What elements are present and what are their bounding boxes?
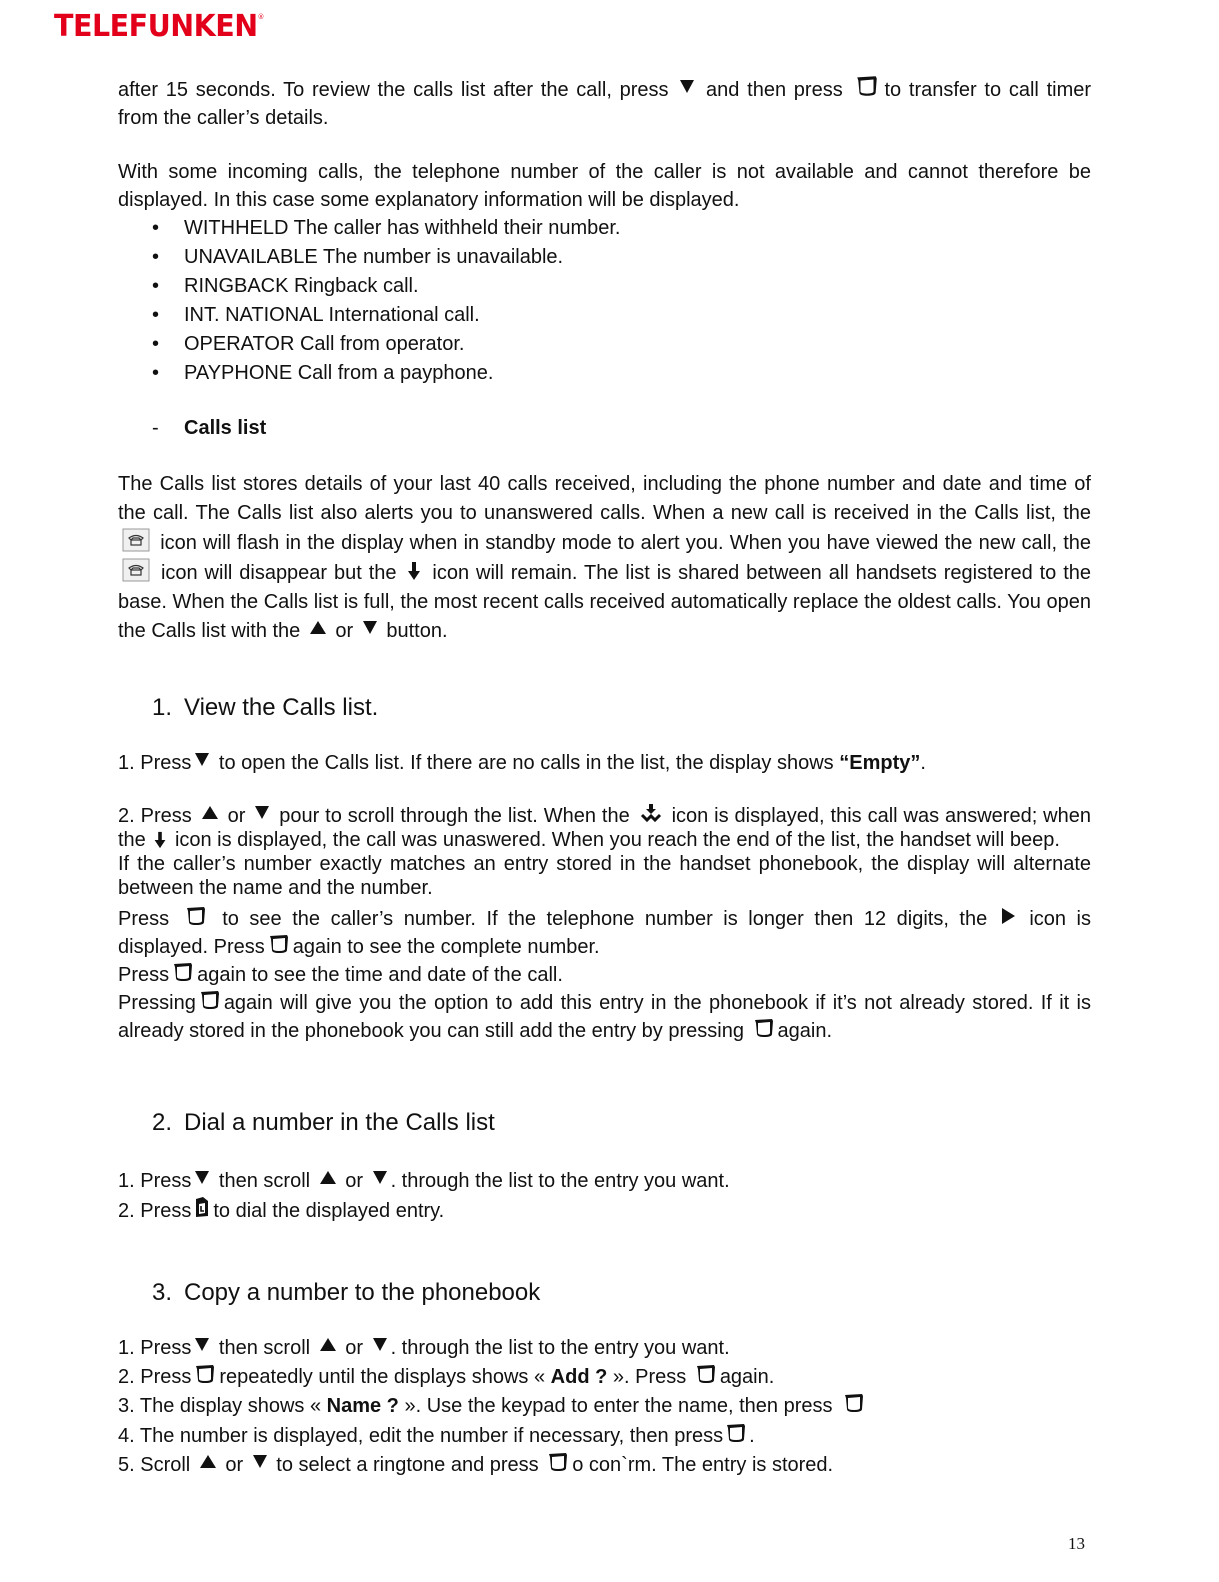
menu-key-icon [842,1391,866,1415]
new-call-icon [122,558,150,582]
list-item: • UNAVAILABLE The number is unavailable. [152,243,1091,272]
menu-key-icon [694,1362,718,1386]
calls-list-paragraph: The Calls list stores details of your last 40 calls received, including the phone number and date and time of the call. The Calls list also alerts you to unanswered calls. When a new call is received in the Calls list, the icon will flash in the display when in standby mode to alert you. When you have viewed the new call, the icon will disappear but the icon will remain. The list is shared between all handsets registered to the base. When the Calls list is full, the most recent calls received automatically replace the oldest calls. You open the Calls list with the or button. [118,473,1092,642]
up-arrow-icon [310,621,326,634]
page-number: 13 [1068,1534,1085,1553]
intro-paragraph-1: after 15 seconds. To review the calls list after the call, press and then press to transfer to call timer from the caller’s details. [118,73,1091,132]
menu-key-icon [171,960,195,984]
section-2-title: 2. Dial a number in the Calls list [152,1109,495,1136]
section-1-step-5: Pressing again will give you the option to add this entry in the phonebook if it’s not already stored. If it is already stored in the phonebook you can still add the entry by pressing again. [118,988,1091,1044]
more-digits-icon [1002,908,1015,924]
section-3-title: 3. Copy a number to the phonebook [152,1279,541,1306]
section-2-step-1: 1. Press then scroll or . through the list to the entry you want. [118,1170,730,1192]
list-item: • OPERATOR Call from operator. [152,330,1091,359]
down-arrow-icon [373,1171,387,1184]
menu-key-icon [724,1421,748,1445]
down-arrow-icon [195,753,209,766]
menu-key-icon [193,1362,217,1386]
list-item: • INT. NATIONAL International call. [152,301,1091,330]
section-3-step-5: 5. Scroll or to select a ringtone and press o con`rm. The entry is stored. [118,1450,1091,1480]
section-2-step-2: 2. Press to dial the displayed entry. [118,1196,1091,1226]
caller-info-list [118,214,1091,388]
section-1-step-4: Press again to see the time and date of the call. [118,960,1091,988]
section-3-step-4: 4. The number is displayed, edit the number if necessary, then press . [118,1421,1091,1450]
down-arrow-icon [253,1455,267,1468]
section-1-step-3: Press to see the caller’s number. If the telephone number is longer then 12 digits, the icon is displayed. Press again to see the complete number. [118,904,1091,960]
section-1-title: 1. View the Calls list. [152,694,379,721]
up-arrow-icon [320,1171,336,1184]
menu-key-icon [854,73,880,99]
section-3-step-3: 3. The display shows « Name ? ». Use the keypad to enter the name, then press [118,1391,1091,1421]
list-item: • RINGBACK Ringback call. [152,272,1091,301]
down-arrow-icon [255,806,269,819]
list-item: • WITHHELD The caller has withheld their number. [152,214,1091,243]
missed-call-arrow-icon [153,831,167,849]
menu-key-icon [267,932,291,956]
up-arrow-icon [202,806,218,819]
talk-key-icon [193,1196,211,1220]
up-arrow-icon [320,1338,336,1351]
telefunken-logo: TELEFUNKEN® [54,9,264,44]
list-item: • PAYPHONE Call from a payphone. [152,359,1091,388]
new-call-icon [122,528,150,552]
section-3-step-2: 2. Press repeatedly until the displays shows « Add ? ». Press again. [118,1362,1091,1391]
down-arrow-icon [373,1338,387,1351]
down-arrow-icon [363,621,377,634]
section-3-step-1: 1. Press then scroll or . through the list to the entry you want. [118,1337,730,1359]
menu-key-icon [184,904,208,928]
menu-key-icon [546,1450,570,1474]
down-arrow-icon [195,1171,209,1184]
menu-key-icon [752,1016,776,1040]
missed-call-arrow-icon [407,560,421,582]
answered-call-icon [640,803,662,825]
section-1-step-1: 1. Press to open the Calls list. If there are no calls in the list, the display shows “Empty”. [118,752,926,774]
menu-key-icon [198,988,222,1012]
calls-list-heading: - Calls list [152,417,267,439]
section-1-note: If the caller’s number exactly matches an entry stored in the handset phonebook, the display will alternate between the name and the number. [118,853,1091,899]
up-arrow-icon [200,1455,216,1468]
down-arrow-icon [195,1338,209,1351]
down-arrow-icon [680,80,694,93]
intro-paragraph-2: With some incoming calls, the telephone number of the caller is not available and cannot therefore be displayed. In this case some explanatory information will be displayed. [118,161,1091,211]
section-1-step-2: 2. Press or pour to scroll through the list. When the icon is displayed, this call was answered; when the icon is displayed, the call was unaswered. When you reach the end of the list, the handset will beep. [118,805,1091,851]
page-content [118,73,1091,1480]
